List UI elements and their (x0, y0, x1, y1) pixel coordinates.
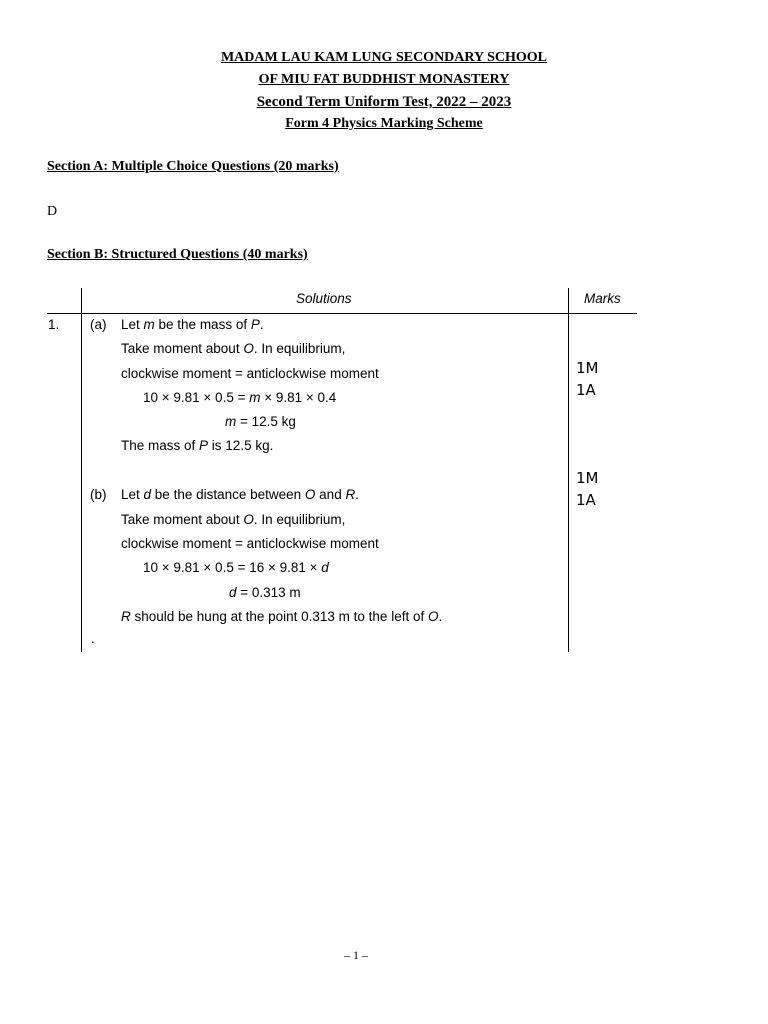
section-b-title: Section B: Structured Questions (40 marks) (47, 247, 308, 262)
part-b-line6: R should be hung at the point 0.313 m to the left of O. (121, 609, 443, 624)
part-a-mark-method: 1M (576, 359, 599, 377)
section-a-answer: D (47, 204, 58, 219)
solutions-header: Solutions (296, 291, 352, 306)
section-a-title: Section A: Multiple Choice Questions (20 marks) (47, 159, 339, 174)
part-a-label: (a) (90, 317, 107, 332)
part-a-line2: Take moment about O. In equilibrium, (121, 341, 346, 356)
marks-header: Marks (584, 291, 621, 306)
school-name-line2: OF MIU FAT BUDDHIST MONASTERY (258, 72, 510, 87)
part-b-line4: 10 × 9.81 × 0.5 = 16 × 9.81 × d (143, 560, 329, 575)
question-number: 1. (48, 317, 60, 332)
part-b-mark-method: 1M (576, 469, 599, 487)
part-a-line1: Let m be the mass of P. (121, 317, 264, 332)
part-b-line1: Let d be the distance between O and R. (121, 487, 359, 502)
table-marks-divider (568, 288, 569, 652)
table-header-rule (47, 313, 637, 314)
part-b-line3: clockwise moment = anticlockwise moment (121, 536, 379, 551)
test-title: Second Term Uniform Test, 2022 – 2023 (256, 94, 512, 110)
part-a-mark-answer: 1A (576, 381, 596, 399)
part-a-line3: clockwise moment = anticlockwise moment (121, 366, 379, 381)
part-a-line4: 10 × 9.81 × 0.5 = m × 9.81 × 0.4 (143, 390, 337, 405)
page-number: – 1 – (344, 948, 368, 962)
part-b-mark-answer: 1A (576, 491, 596, 509)
part-b-label: (b) (90, 487, 107, 502)
school-name-line1: MADAM LAU KAM LUNG SECONDARY SCHOOL (220, 50, 548, 65)
part-b-line5: d = 0.313 m (229, 585, 301, 600)
marking-scheme-title: Form 4 Physics Marking Scheme (285, 116, 483, 131)
table-left-divider (81, 288, 82, 652)
part-a-line5: m = 12.5 kg (225, 414, 296, 429)
part-b-line2: Take moment about O. In equilibrium, (121, 512, 346, 527)
part-a-line6: The mass of P is 12.5 kg. (121, 438, 274, 453)
trailing-dot: . (91, 631, 95, 646)
